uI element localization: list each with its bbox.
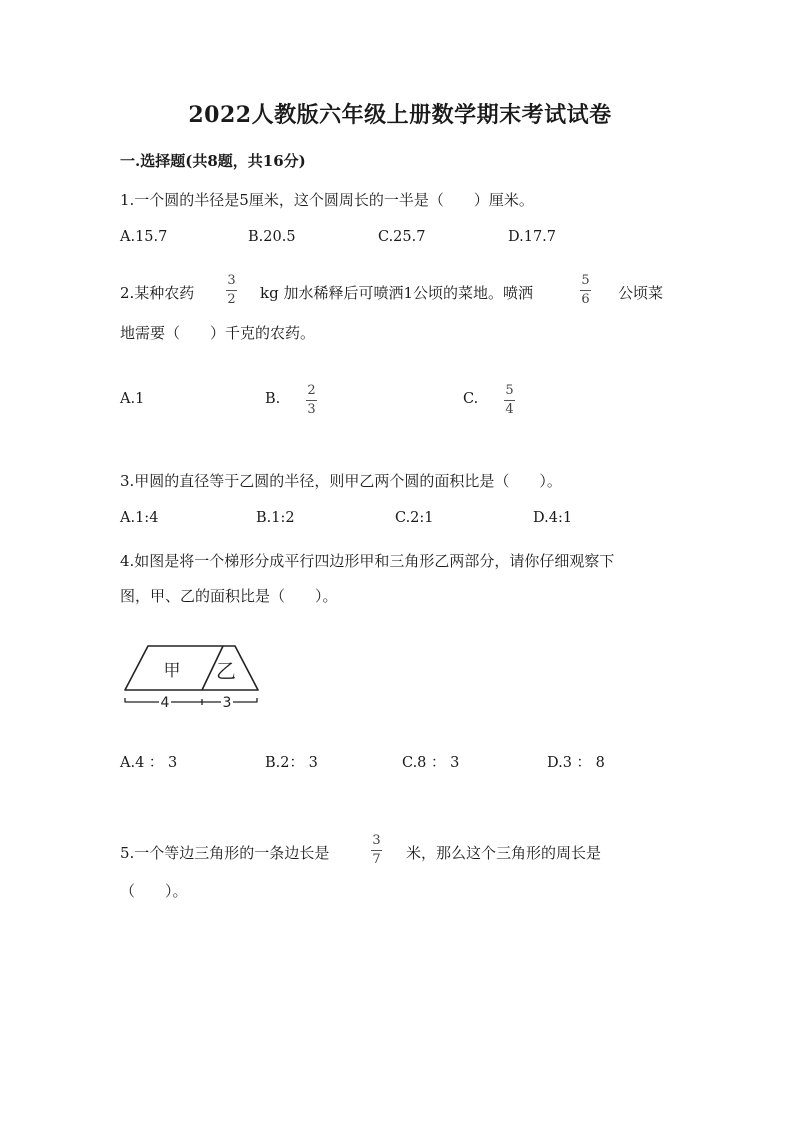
q2-fraction-1 [226, 274, 237, 307]
q1-option-b[interactable]: B.20.5 [248, 229, 296, 245]
question-5-text-a: 5.一个等边三角形的一条边长是 [120, 844, 330, 862]
question-2-text-b: kg 加水稀释后可喷洒1公顷的菜地。喷洒 [260, 284, 534, 302]
question-4-text-b: 图，甲、乙的面积比是（ ）。 [120, 587, 338, 605]
q3-option-a[interactable]: A.1:4 [120, 510, 159, 526]
length-label-3: 3 [222, 695, 232, 711]
q4-option-a[interactable]: A.4 ： 3 [120, 755, 178, 771]
section-heading: 一.选择题(共8题，共16分) [120, 152, 306, 170]
length-label-4: 4 [160, 695, 170, 711]
trapezoid-outline [125, 646, 258, 690]
q2-option-c-denominator: 4 [505, 402, 514, 417]
q2-option-c[interactable]: C. [463, 391, 479, 407]
question-2-text-d: 地需要（ ）千克的农药。 [120, 324, 316, 342]
q2-fraction-2-denominator: 6 [581, 292, 590, 307]
question-5-text-b: 米，那么这个三角形的周长是 [406, 844, 602, 862]
page-title: 2022人教版六年级上册数学期末考试试卷 [188, 102, 612, 128]
question-2-text-a: 2.某种农药 [120, 284, 195, 302]
q5-fraction-numerator: 3 [372, 833, 381, 848]
q2-fraction-1-numerator: 3 [227, 273, 236, 288]
q5-fraction-denominator: 7 [372, 852, 381, 867]
q3-option-b[interactable]: B.1:2 [256, 510, 295, 526]
base-measure-bracket [125, 698, 257, 702]
q2-fraction-2-numerator: 5 [581, 273, 590, 288]
q5-fraction [371, 834, 382, 867]
question-4-text-a: 4.如图是将一个梯形分成平行四边形甲和三角形乙两部分，请你仔细观察下 [120, 552, 615, 570]
q4-option-d[interactable]: D.3 ： 8 [547, 755, 605, 771]
q2-option-c-fraction [504, 384, 515, 417]
q2-option-b-numerator: 2 [307, 383, 316, 398]
q1-option-d[interactable]: D.17.7 [508, 229, 557, 245]
q2-fraction-2 [580, 274, 591, 307]
q2-option-b[interactable]: B. [265, 391, 281, 407]
question-5-text-c: （ ）。 [120, 882, 188, 900]
q4-option-c[interactable]: C.8 ： 3 [402, 755, 460, 771]
q4-option-b[interactable]: B.2： 3 [265, 755, 318, 771]
q2-option-c-numerator: 5 [505, 383, 514, 398]
label-yi: 乙 [216, 659, 236, 683]
trapezoid-figure [120, 640, 270, 712]
q1-option-a[interactable]: A.15.7 [120, 229, 168, 245]
q3-option-d[interactable]: D.4:1 [533, 510, 573, 526]
question-2-text-c: 公顷菜 [618, 284, 664, 302]
q3-option-c[interactable]: C.2:1 [395, 510, 434, 526]
q2-option-b-denominator: 3 [307, 402, 316, 417]
q2-fraction-1-denominator: 2 [227, 292, 236, 307]
question-1-text: 1.一个圆的半径是5厘米，这个圆周长的一半是（ ）厘米。 [120, 191, 534, 209]
q2-option-b-fraction [306, 384, 317, 417]
question-3-text: 3.甲圆的直径等于乙圆的半径，则甲乙两个圆的面积比是（ ）。 [120, 472, 562, 490]
q2-option-a[interactable]: A.1 [120, 391, 145, 407]
q1-option-c[interactable]: C.25.7 [378, 229, 426, 245]
label-jia: 甲 [163, 661, 181, 681]
